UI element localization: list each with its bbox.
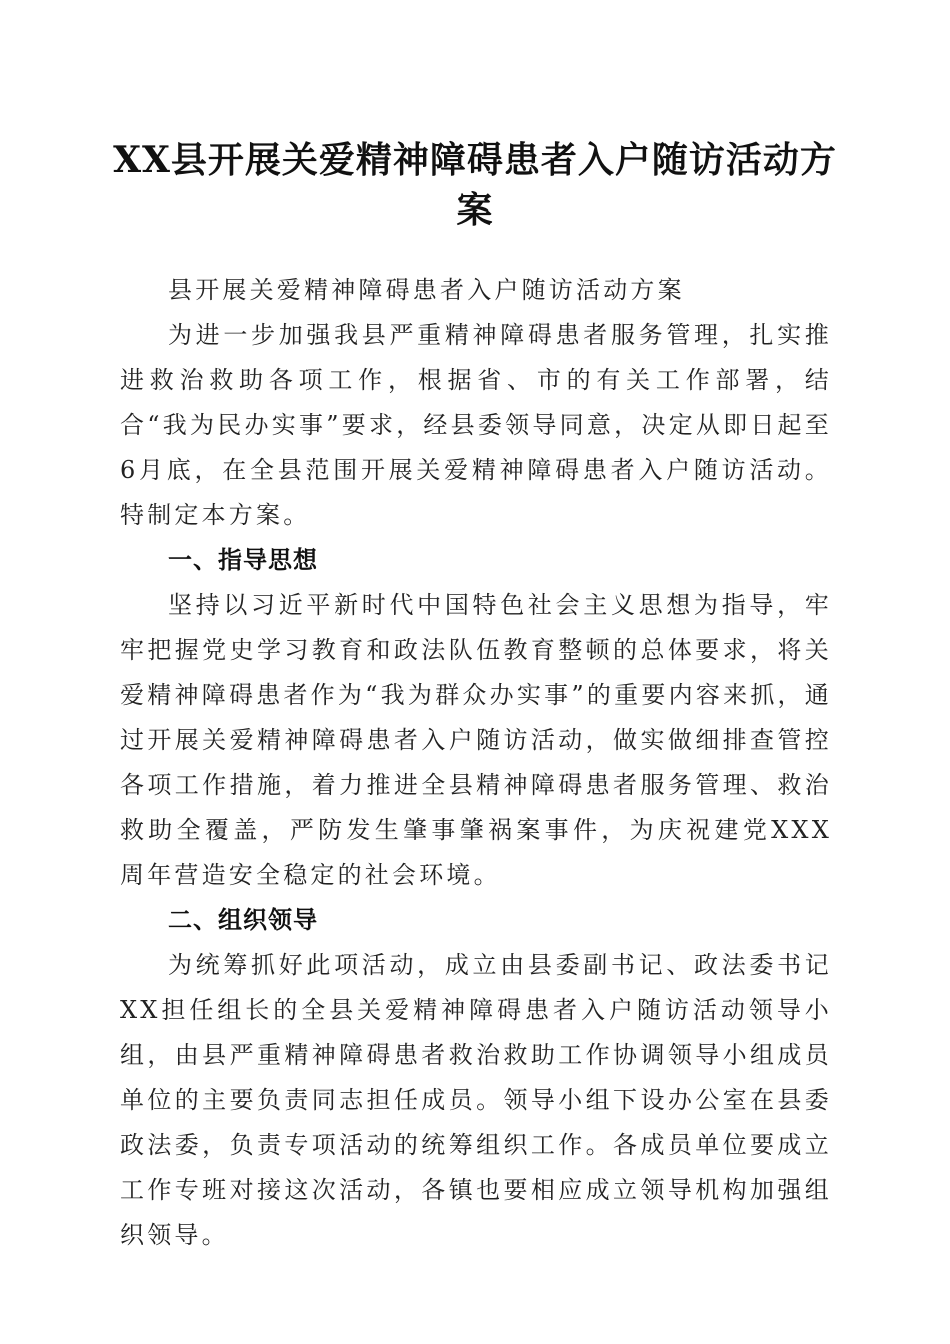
- document-title: XX县开展关爱精神障碍患者入户随访活动方案: [113, 139, 837, 231]
- section-body-guiding-thought: 坚持以习近平新时代中国特色社会主义思想为指导，牢牢把握党史学习教育和政法队伍教育整顿的总体要求，将关爱精神障碍患者作为“我为群众办实事”的重要内容来抓，通过开展关爱精神障碍患者入户随访活动，做实做细排查管控各项工作措施，着力推进全县精神障碍患者服务管理、救治救助全覆盖，严防发生肇事肇祸案事件，为庆祝建党XXX周年营造安全稳定的社会环境。: [120, 591, 832, 889]
- document-subtitle: 县开展关爱精神障碍患者入户随访活动方案: [168, 276, 685, 304]
- section-heading-organization: 二、组织领导: [168, 906, 318, 934]
- intro-paragraph: 为进一步加强我县严重精神障碍患者服务管理，扎实推进救治救助各项工作，根据省、市的有关工作部署，结合“我为民办实事”要求，经县委领导同意，决定从即日起至6月底，在全县范围开展关爱精神障碍患者入户随访活动。特制定本方案。: [120, 321, 832, 529]
- section-body-organization: 为统筹抓好此项活动，成立由县委副书记、政法委书记XX担任组长的全县关爱精神障碍患者入户随访活动领导小组，由县严重精神障碍患者救治救助工作协调领导小组成员单位的主要负责同志担任成员。领导小组下设办公室在县委政法委，负责专项活动的统筹组织工作。各成员单位要成立工作专班对接这次活动，各镇也要相应成立领导机构加强组织领导。: [120, 951, 832, 1249]
- document-body: [120, 268, 832, 1258]
- section-heading-guiding-thought: 一、指导思想: [168, 546, 318, 574]
